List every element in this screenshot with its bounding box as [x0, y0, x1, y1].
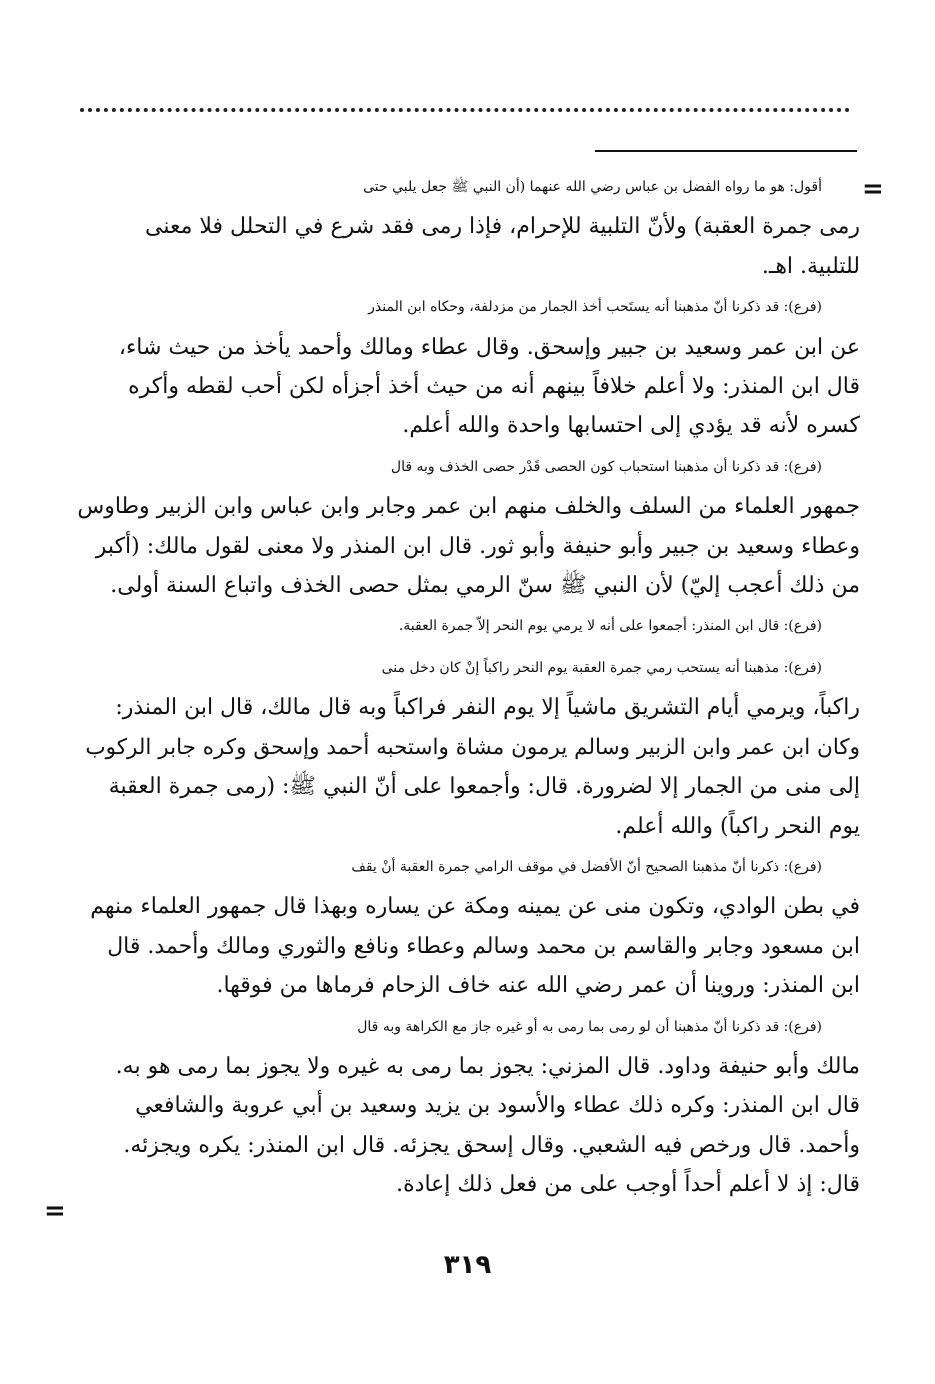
text-line: (فرع): قد ذكرنا أنّ مذهبنا أنه يستَحب أخذ الجمار من مزدلفة، وحكاه ابن المنذر — [368, 299, 822, 316]
text-line: (فرع): قد ذكرنا أنّ مذهبنا أن لو رمى بما رمى به أو غيره جاز مع الكراهة وبه قال — [357, 1018, 822, 1035]
text-line: من ذلك أعجب إليّ) لأن النبي ﷺ سنّ الرمي بمثل حصى الخذف واتباع السنة أولى. — [110, 573, 860, 599]
paragraph-7 — [74, 1008, 860, 1205]
paragraph-6 — [74, 848, 860, 1006]
text-line: وعطاء وسعيد بن جبير وأبو حنيفة وأبو ثور. قال ابن المنذر ولا معنى لقول مالك: (أكبر — [95, 533, 860, 559]
continuation-mark-top: = — [862, 174, 884, 204]
text-line: للتلبية. اهـ. — [761, 253, 860, 279]
continuation-mark-bottom: = — [44, 1196, 66, 1226]
text-line: أقول: هو ما رواه الفضل بن عباس رضي الله عنهما (أن النبي ﷺ جعل يلبي حتى — [363, 179, 822, 195]
text-line: (فرع): مذهبنا أنه يستحب رمي جمرة العقبة يوم النحر راكباً إنْ كان دخل منى — [381, 659, 822, 676]
paragraph-3 — [74, 448, 860, 606]
text-line: في بطن الوادي، وتكون منى عن يمينه ومكة عن يساره وبهذا قال جمهور العلماء منهم — [90, 894, 860, 920]
paragraph-2 — [74, 288, 860, 446]
text-line: وكان ابن عمر وابن الزبير وسالم يرمون مشاة واستحبه أحمد وإسحق وكره جابر الركوب — [85, 734, 860, 760]
page-number: ٣١٩ — [443, 1250, 492, 1280]
text-line: جمهور العلماء من السلف والخلف منهم ابن عمر وجابر وابن عباس وابن الزبير وطاوس — [77, 494, 860, 520]
text-line: مالك وأبو حنيفة وداود. قال المزني: يجوز بما رمى به غيره ولا يجوز بما رمى هو به. — [115, 1053, 860, 1079]
text-line: ابن المنذر: وروينا أن عمر رضي الله عنه خاف الزحام فرماها من فوقها. — [216, 973, 860, 999]
paragraph-5 — [74, 649, 860, 846]
text-line: كسره لأنه قد يؤدي إلى احتسابها واحدة والله أعلم. — [402, 413, 860, 439]
text-line: قال: إذ لا أعلم أحداً أوجب على من فعل ذلك إعادة. — [396, 1172, 860, 1198]
text-line: (فرع): قد ذكرنا أن مذهبنا استحباب كون الحصى قَدْر حصى الخذف وبه قال — [390, 458, 822, 475]
dotted-separator — [80, 108, 850, 112]
text-line: وأحمد. قال ورخص فيه الشعبي. وقال إسحق يجزئه. قال ابن المنذر: يكره ويجزئه. — [123, 1132, 860, 1158]
text-line: إلى منى من الجمار إلا لضرورة. قال: وأجمعوا على أنّ النبي ﷺ: (رمى جمرة العقبة — [108, 774, 860, 800]
text-line: ابن مسعود وجابر والقاسم بن محمد وسالم وعطاء ونافع والثوري ومالك وأحمد. قال — [107, 933, 860, 959]
text-line: رمى جمرة العقبة) ولأنّ التلبية للإحرام، فإذا رمى فقد شرع في التحلل فلا معنى — [145, 214, 860, 240]
text-line: قال ابن المنذر: وكره ذلك عطاء والأسود بن يزيد وسعيد بن أبي عروبة والشافعي — [135, 1093, 860, 1119]
text-line: يوم النحر راكباً) والله أعلم. — [615, 813, 860, 839]
text-line: قال ابن المنذر: ولا أعلم خلافاً بينهم أنه من حيث أخذ أجزأه لكن أحب لقطه وأكره — [128, 374, 860, 400]
text-line: (فرع): قال ابن المنذر: أجمعوا على أنه لا يرمي يوم النحر إلاّ جمرة العقبة. — [398, 618, 822, 635]
text-line: (فرع): ذكرنا أنّ مذهبنا الصحيح أنّ الأفضل في موقف الرامي جمرة العقبة أنْ يقف — [351, 858, 822, 875]
text-line: راكباً، ويرمي أيام التشريق ماشياً إلا يوم النفر فراكباً وبه قال مالك، قال ابن المنذر: — [115, 695, 860, 721]
paragraph-1 — [74, 168, 860, 286]
main-text — [74, 168, 860, 1207]
text-line: عن ابن عمر وسعيد بن جبير وإسحق. وقال عطاء ومالك وأحمد يأخذ من حيث شاء، — [118, 334, 860, 360]
paragraph-4 — [74, 607, 860, 646]
footnote-rule — [595, 150, 857, 152]
